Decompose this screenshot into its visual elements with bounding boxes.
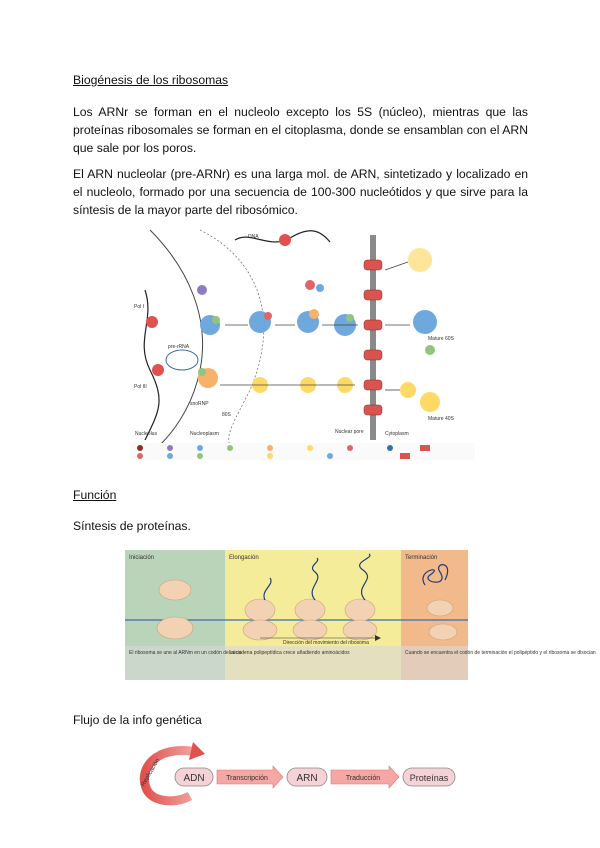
label-traduccion: Traducción <box>345 775 381 782</box>
label-cytoplasm: Cytoplasm <box>385 431 409 437</box>
genetic-flow-diagram <box>135 740 480 810</box>
label-80s: 80S <box>222 412 231 418</box>
label-nuclear-pore: Nuclear pore <box>335 429 364 435</box>
label-adn: ADN <box>183 773 205 784</box>
caption-termination: Cuando se encuentra el codón de terminación el polipéptido y el ribosoma se disocian <box>405 650 596 656</box>
label-mature-60s: Mature 60S <box>428 336 454 342</box>
label-arn: ARN <box>296 773 318 784</box>
panel-label-elongation: Elongación <box>229 555 259 561</box>
direction-label: Dirección del movimiento del ribosoma <box>283 640 369 646</box>
paragraph-arnr: Los ARNr se forman en el nucleolo excepto los 5S (núcleo), mientras que las proteínas ribosomales se forman en el citoplasma, donde se ensamblan con el ARN que sale por los poros. <box>73 105 528 155</box>
heading-flujo: Flujo de la info genética <box>73 713 202 727</box>
heading-biogenesis: Biogénesis de los ribosomas <box>73 73 229 87</box>
panel-label-initiation: Iniciación <box>129 555 155 561</box>
ribosome-biogenesis-diagram <box>130 230 475 460</box>
label-pol1: Pol I <box>134 304 145 310</box>
protein-synthesis-diagram <box>125 550 596 680</box>
label-mature-40s: Mature 40S <box>428 416 454 422</box>
pol1-marker <box>146 316 158 328</box>
pol3-marker <box>152 364 164 376</box>
label-sno: snoRNP <box>190 401 209 407</box>
caption-elongation: La cadena polipeptídica crece añadiendo aminoácidos <box>229 650 350 656</box>
subtitle-sintesis: Síntesis de proteínas. <box>73 519 191 533</box>
heading-funcion: Función <box>73 488 117 502</box>
label-nucleoplasm: Nucleoplasm <box>190 431 219 437</box>
label-replicacion: Replicación <box>140 757 162 788</box>
label-pre-rrna: pre-rRNA <box>168 344 190 350</box>
label-transcripcion: Transcripción <box>226 775 268 782</box>
caption-initiation: El ribosoma se une al ARNm en un codón de inicio <box>129 650 242 656</box>
label-nucleolus: Nucleolus <box>135 431 157 437</box>
label-proteinas: Proteínas <box>409 773 449 783</box>
paragraph-pre-arnr: El ARN nucleolar (pre-ARNr) es una larga mol. de ARN, sintetizado y localizado en el nucleolo, formado por una secuencia de 100-300 nucleótidos y que sirve para la síntesis de la mayor parte del ribosómico. <box>73 167 528 217</box>
label-pol3: Pol III <box>134 384 147 390</box>
panel-label-termination: Terminación <box>405 555 438 561</box>
label-dna: DNA <box>248 234 259 240</box>
